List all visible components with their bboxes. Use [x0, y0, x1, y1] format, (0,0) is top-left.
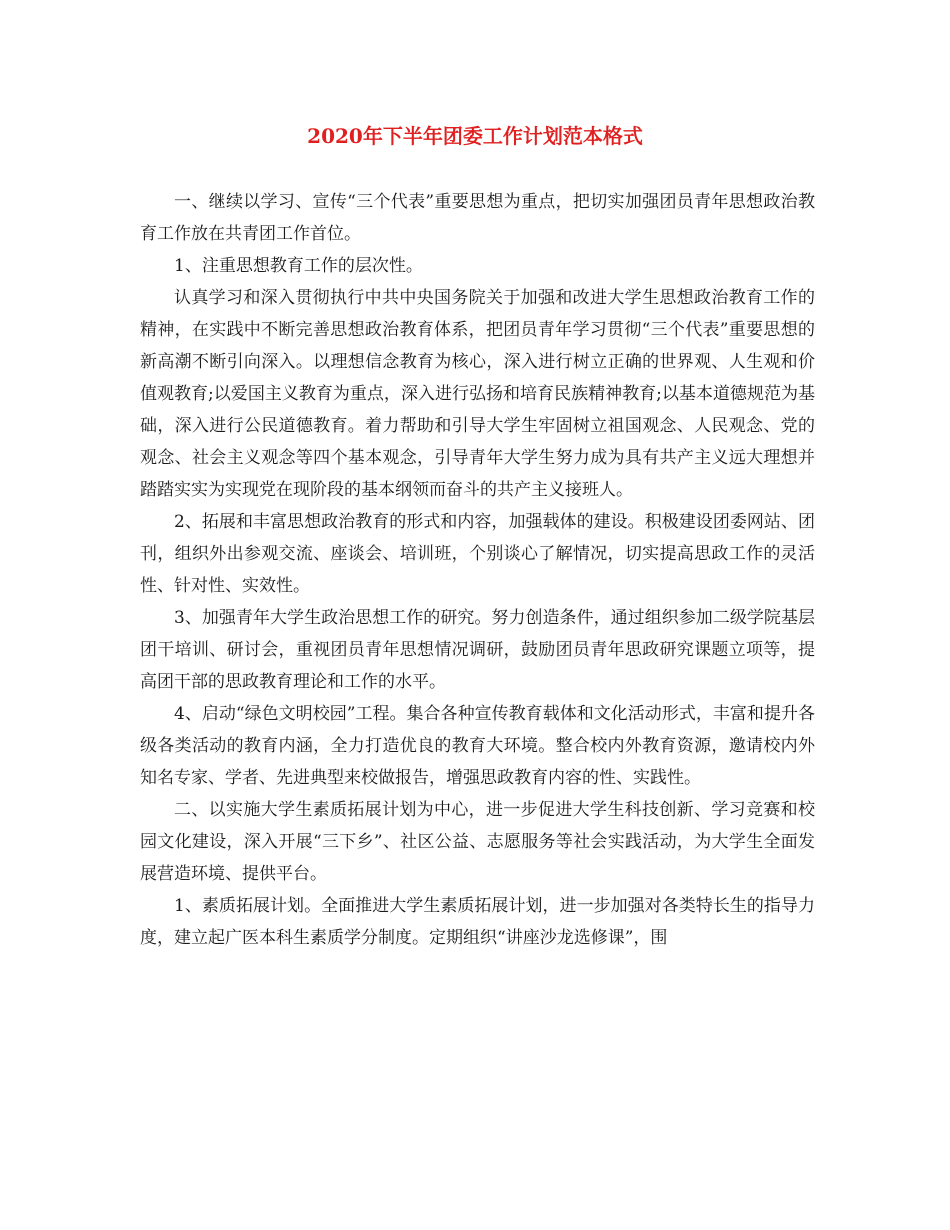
paragraph-section-1-heading: 一、继续以学习、宣传“三个代表”重要思想为重点，把切实加强团员青年思想政治教育工作放在共青团工作首位。: [140, 192, 815, 244]
paragraph-section-2-item-1: 1、素质拓展计划。全面推进大学生素质拓展计划，进一步加强对各类特长生的指导力度，建立起广医本科生素质学分制度。定期组织“讲座沙龙选修课”，围: [140, 896, 815, 948]
document-body: [140, 186, 815, 954]
paragraph-item-2: 2、拓展和丰富思想政治教育的形式和内容，加强载体的建设。积极建设团委网站、团刊，组织外出参观交流、座谈会、培训班，个别谈心了解情况，切实提高思政工作的灵活性、针对性、实效性。: [140, 512, 815, 596]
paragraph-item-1-body: 认真学习和深入贯彻执行中共中央国务院关于加强和改进大学生思想政治教育工作的精神，在实践中不断完善思想政治教育体系，把团员青年学习贯彻“三个代表”重要思想的新高潮不断引向深入。以理想信念教育为核心，深入进行树立正确的世界观、人生观和价值观教育;以爱国主义教育为重点，深入进行弘扬和培育民族精神教育;以基本道德规范为基础，深入进行公民道德教育。着力帮助和引导大学生牢固树立祖国观念、人民观念、党的观念、社会主义观念等四个基本观念，引导青年大学生努力成为具有共产主义远大理想并踏踏实实为实现党在现阶段的基本纲领而奋斗的共产主义接班人。: [140, 288, 815, 500]
document-title: 2020年下半年团委工作计划范本格式: [307, 124, 643, 148]
paragraph-item-4: 4、启动“绿色文明校园”工程。集合各种宣传教育载体和文化活动形式，丰富和提升各级各类活动的教育内涵，全力打造优良的教育大环境。整合校内外教育资源，邀请校内外知名专家、学者、先进典型来校做报告，增强思政教育内容的性、实践性。: [140, 704, 815, 788]
paragraph-item-1-heading: 1、注重思想教育工作的层次性。: [174, 256, 423, 276]
paragraph-item-3: 3、加强青年大学生政治思想工作的研究。努力创造条件，通过组织参加二级学院基层团干培训、研讨会，重视团员青年思想情况调研，鼓励团员青年思政研究课题立项等，提高团干部的思政教育理论和工作的水平。: [140, 608, 815, 692]
paragraph-section-2-heading: 二、以实施大学生素质拓展计划为中心，进一步促进大学生科技创新、学习竞赛和校园文化建设，深入开展“三下乡”、社区公益、志愿服务等社会实践活动，为大学生全面发展营造环境、提供平台。: [140, 800, 815, 884]
